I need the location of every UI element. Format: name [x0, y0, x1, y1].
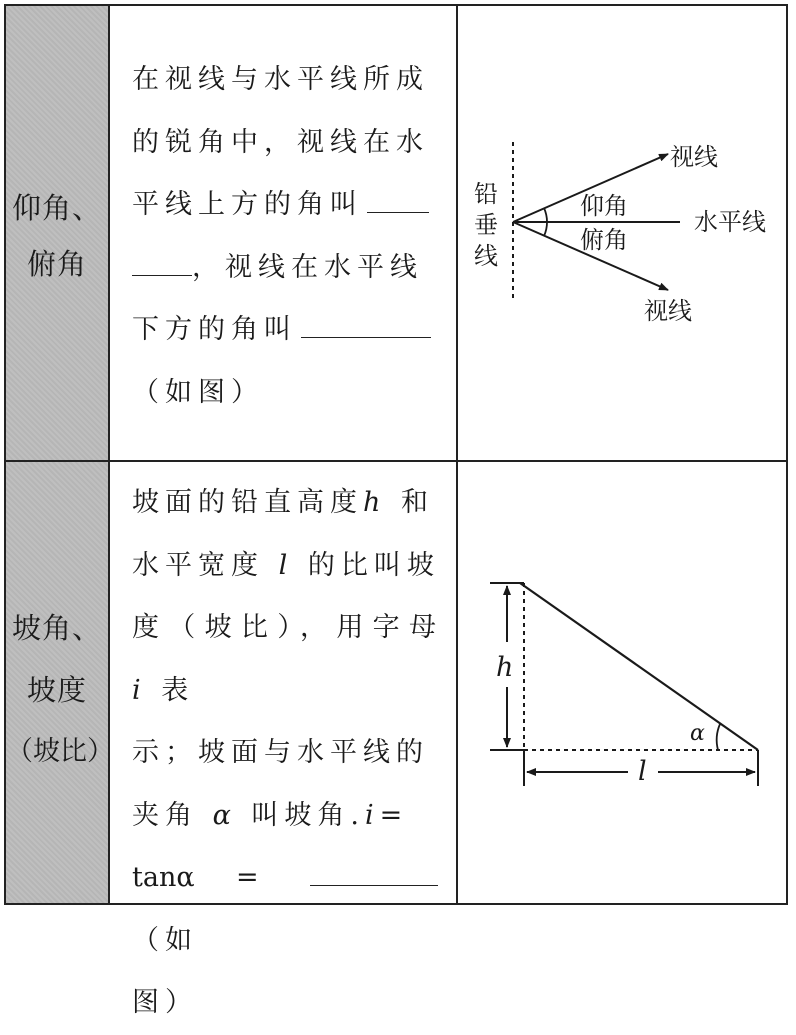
- label-line: 坡度: [26, 673, 87, 707]
- slope-diagram: [458, 462, 786, 903]
- angle-arc: [717, 724, 720, 750]
- definition-cell: [110, 6, 458, 460]
- row-elevation-depression: [6, 6, 786, 462]
- variable-i: i: [132, 674, 147, 706]
- variable-l: l: [278, 549, 294, 581]
- text-span: 平线上方的角叫: [132, 189, 363, 220]
- text-span: 的比叫坡: [307, 549, 440, 581]
- plumb-label: 铅: [474, 180, 498, 208]
- text-span: 和: [400, 487, 434, 518]
- answer-blank: [367, 186, 429, 213]
- sight-line-upper-label: 视线: [670, 143, 718, 171]
- label-cell: [6, 462, 114, 903]
- text-line: （如图）: [132, 376, 264, 408]
- variable-h: h: [363, 487, 387, 518]
- elevation-depression-diagram: [458, 6, 786, 462]
- tan-expression: tanα: [132, 862, 195, 893]
- label-cell: [6, 6, 110, 460]
- equals-sign: =: [235, 862, 265, 893]
- text-line: [132, 299, 442, 362]
- diagram-cell: [458, 6, 786, 460]
- height-label: h: [496, 652, 514, 683]
- sight-line-lower-label: 视线: [644, 297, 692, 325]
- definition-text: [132, 49, 442, 424]
- text-span: 坡面的铅直高度: [132, 487, 363, 518]
- answer-blank: [132, 249, 192, 276]
- text-span: ，视线在水平线: [192, 251, 423, 283]
- definition-cell: [110, 462, 458, 1018]
- text-line: 在视线与水平线所成: [132, 64, 429, 95]
- text-span: 度（坡比），用字母: [132, 612, 442, 643]
- text-span: 表: [161, 674, 195, 706]
- label-line: 坡角、: [11, 611, 102, 645]
- variable-alpha: α: [212, 799, 237, 831]
- answer-blank: [310, 859, 438, 886]
- label-line: 俯角: [26, 247, 87, 281]
- angle-label: α: [690, 721, 705, 746]
- text-line: 图）: [132, 987, 198, 1018]
- equals-sign: =: [379, 799, 409, 831]
- diagram-cell: [458, 462, 786, 903]
- text-span: 夹角: [132, 799, 198, 831]
- text-line: [132, 847, 442, 972]
- plumb-label: 垂: [474, 211, 498, 239]
- horizontal-line-label: 水平线: [694, 208, 766, 236]
- slope-line: [520, 583, 758, 750]
- text-line: [132, 597, 442, 722]
- text-line: [132, 174, 442, 237]
- text-span: （如: [132, 924, 198, 956]
- text-line: [132, 237, 442, 300]
- width-label: l: [638, 756, 647, 787]
- elevation-angle-label: 仰角: [580, 192, 628, 220]
- concept-table: [4, 4, 788, 1018]
- text-line: [132, 785, 442, 848]
- depression-angle-label: 俯角: [580, 226, 628, 254]
- label-line: （坡比）: [6, 736, 114, 767]
- text-line: [132, 472, 442, 535]
- answer-blank: [301, 311, 431, 338]
- text-span: 叫坡角.: [251, 799, 366, 831]
- variable-i: i: [365, 799, 380, 831]
- text-span: 下方的角叫: [132, 314, 297, 345]
- text-line: [132, 535, 442, 598]
- label-line: 仰角、: [11, 191, 102, 225]
- text-span: 水平宽度: [132, 549, 264, 581]
- text-line: 示；坡面与水平线的: [132, 737, 429, 768]
- row-slope: [6, 462, 786, 1018]
- text-line: 的锐角中，视线在水: [132, 126, 429, 158]
- definition-text: [132, 472, 442, 1035]
- plumb-label: 线: [474, 242, 498, 270]
